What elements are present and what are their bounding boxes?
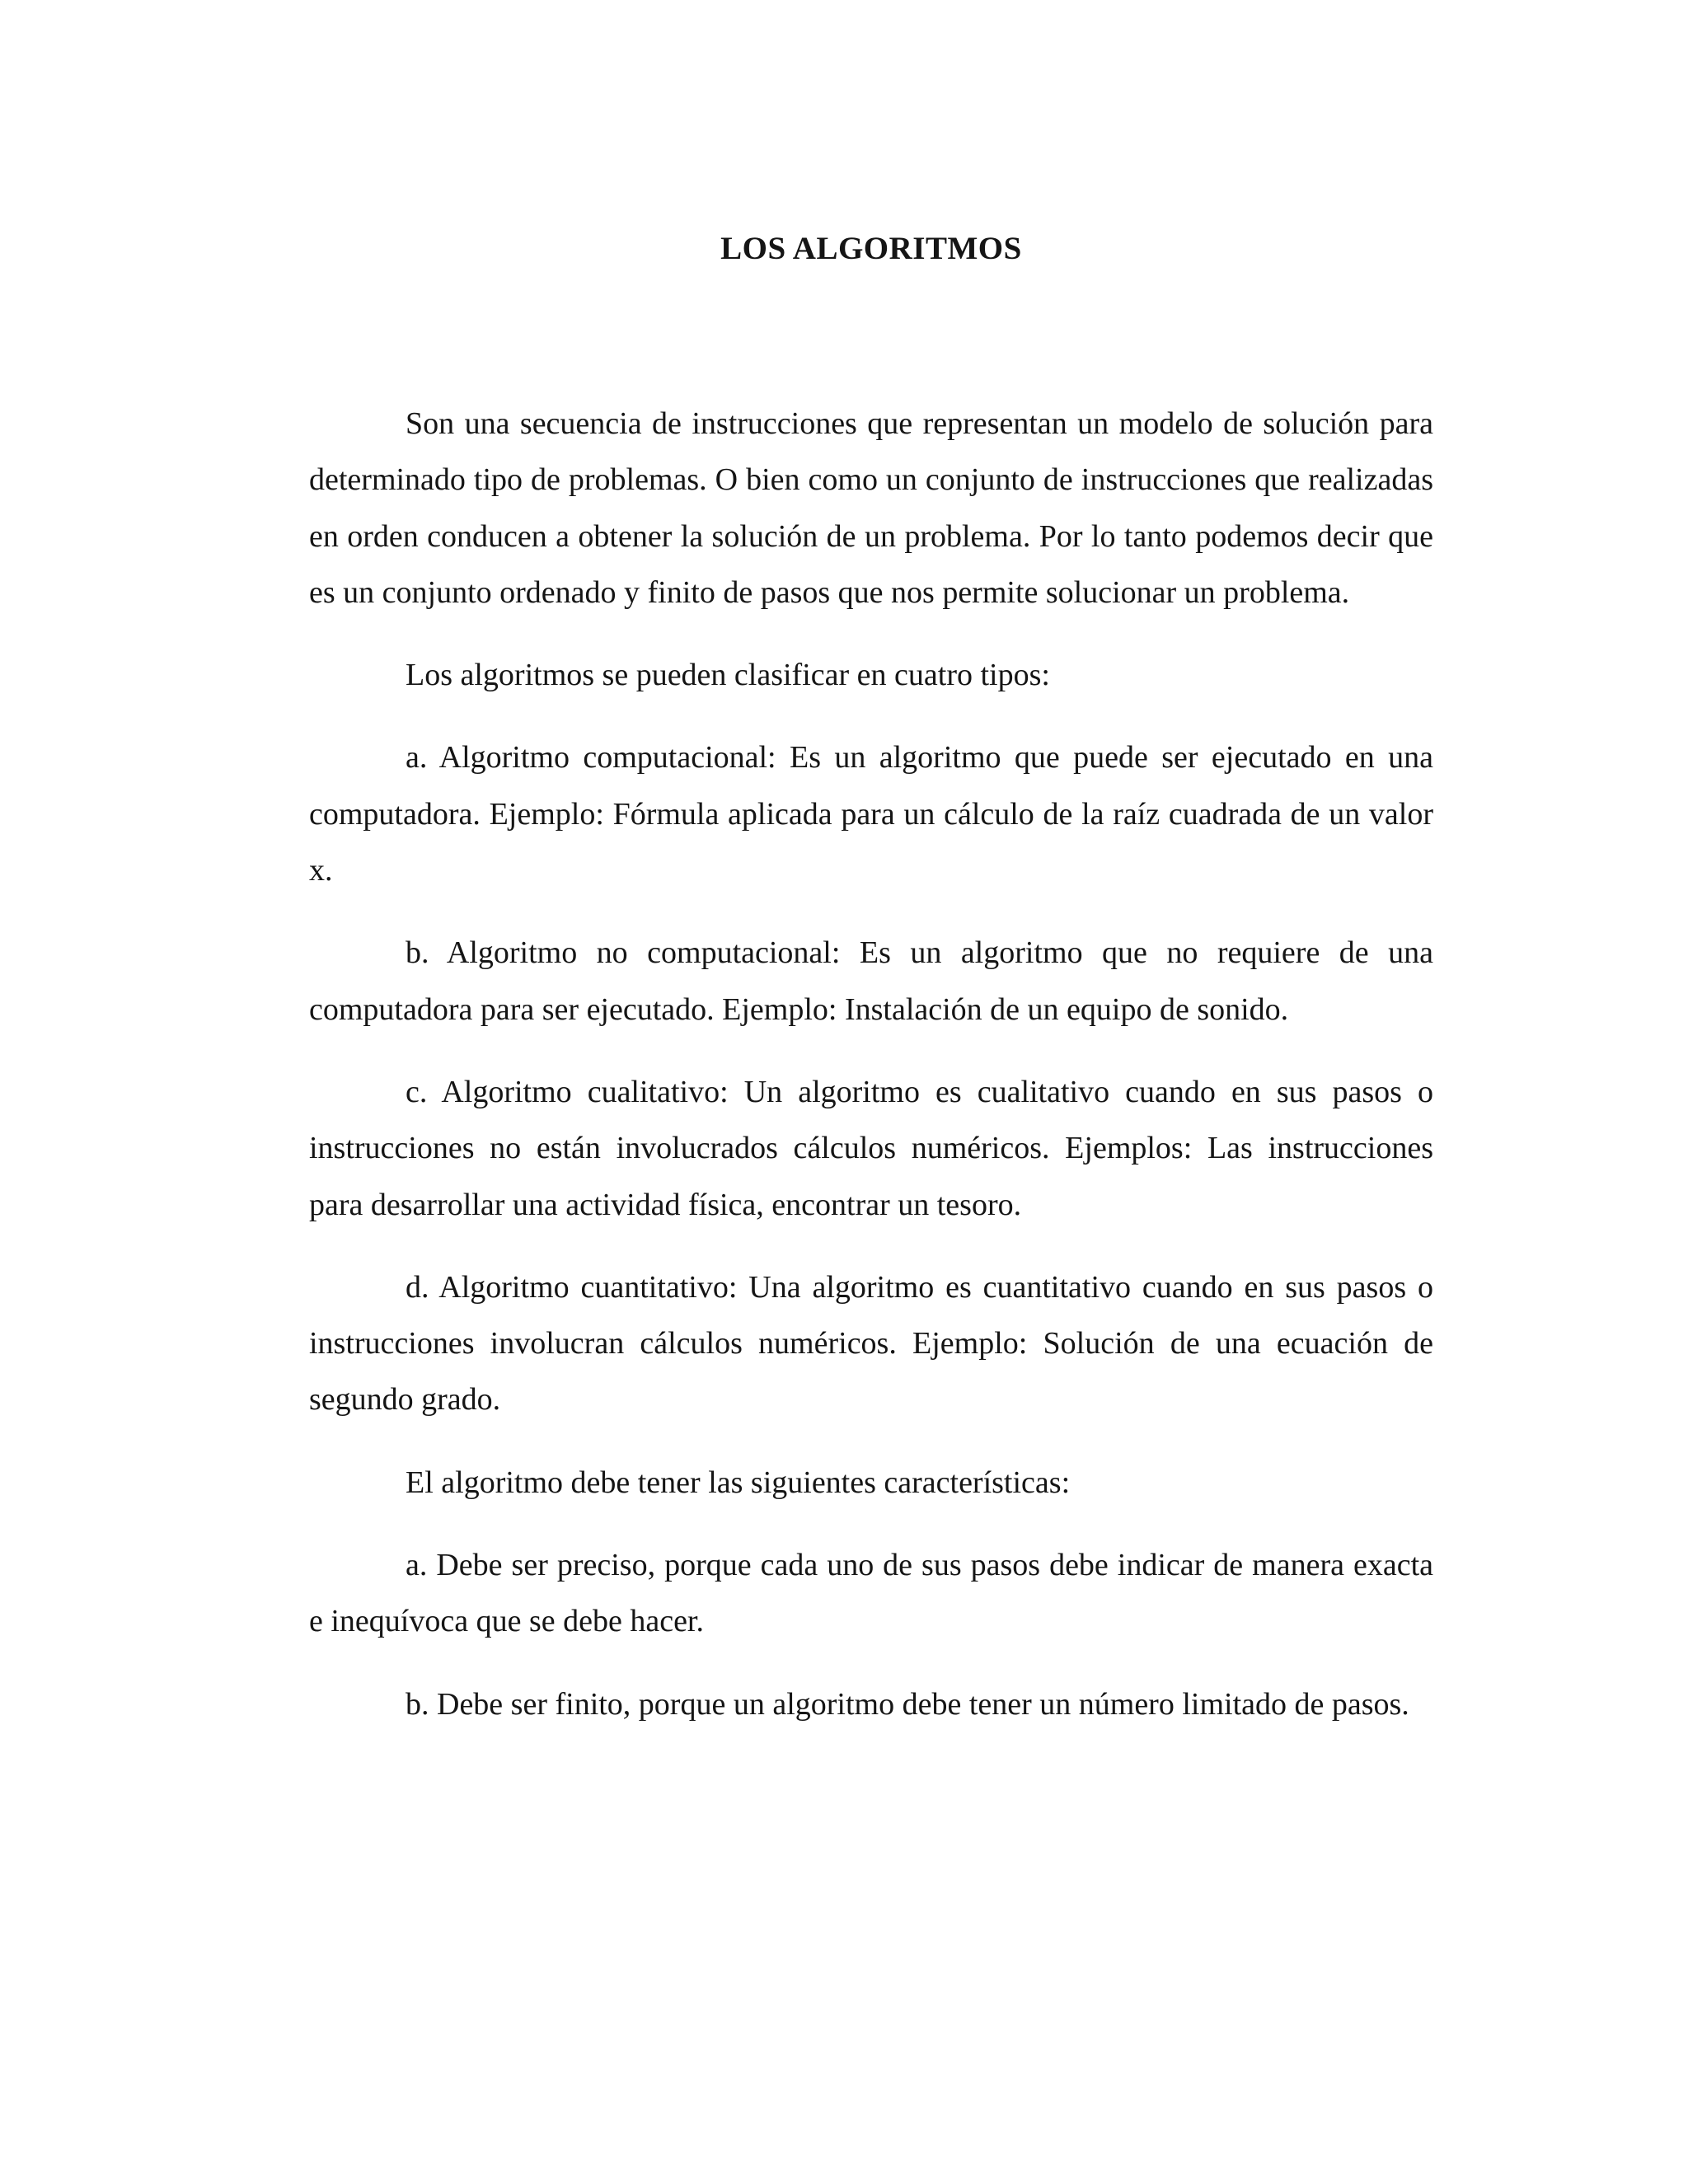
paragraph-type-qualitative: c. Algoritmo cualitativo: Un algoritmo es cualitativo cuando en sus pasos o instrucciones no están involucrados cálculos numéricos. Ejemplos: Las instrucciones para desarrollar una actividad física, encontrar un tesoro.	[309, 1074, 1433, 1222]
page-title: LOS ALGORITMOS	[720, 231, 1022, 266]
paragraph-characteristic-finite: b. Debe ser finito, porque un algoritmo debe tener un número limitado de pasos.	[406, 1686, 1409, 1722]
paragraph-characteristics-intro: El algoritmo debe tener las siguientes características:	[406, 1465, 1071, 1500]
paragraph-type-quantitative: d. Algoritmo cuantitativo: Una algoritmo es cuantitativo cuando en sus pasos o instrucciones involucran cálculos numéricos. Ejemplo: Solución de una ecuación de segundo grado.	[309, 1269, 1433, 1418]
document-page	[309, 224, 1433, 1759]
paragraph-type-computational: a. Algoritmo computacional: Es un algoritmo que puede ser ejecutado en una computadora. Ejemplo: Fórmula aplicada para un cálculo de la raíz cuadrada de un valor x.	[309, 740, 1433, 888]
paragraph-types-intro: Los algoritmos se pueden clasificar en cuatro tipos:	[406, 658, 1050, 693]
paragraph-characteristic-precise: a. Debe ser preciso, porque cada uno de sus pasos debe indicar de manera exacta e inequívoca que se debe hacer.	[309, 1548, 1433, 1639]
paragraph-definition: Son una secuencia de instrucciones que representan un modelo de solución para determinado tipo de problemas. O bien como un conjunto de instrucciones que realizadas en orden conducen a obtener la solución de un problema. Por lo tanto podemos decir que es un conjunto ordenado y finito de pasos que nos permite solucionar un problema.	[309, 406, 1433, 610]
paragraph-type-non-computational: b. Algoritmo no computacional: Es un algoritmo que no requiere de una computadora para ser ejecutado. Ejemplo: Instalación de un equipo de sonido.	[309, 935, 1433, 1027]
